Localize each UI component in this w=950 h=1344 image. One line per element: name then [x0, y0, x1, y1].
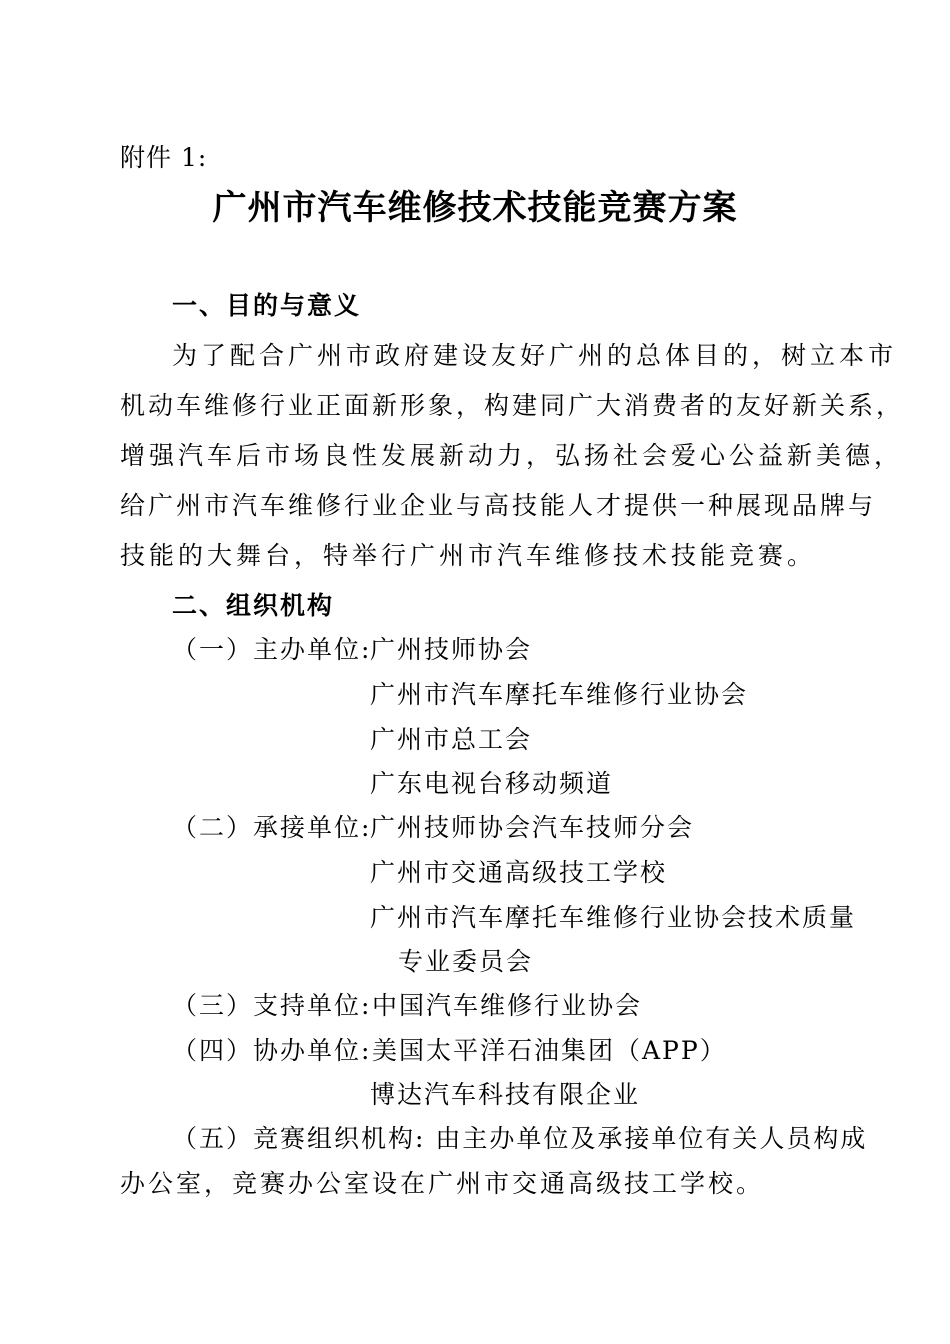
host-name-4: 广东电视台移动频道	[370, 769, 614, 798]
host-name-2: 广州市汽车摩托车维修行业协会	[370, 680, 749, 709]
undertaker-label: （二）承接单位:	[172, 813, 372, 842]
co-organizer-name-1: 美国太平洋石油集团（APP）	[372, 1036, 727, 1065]
host-label: （一）主办单位:	[172, 635, 372, 664]
section1-line-3: 增强汽车后市场良性发展新动力，弘扬社会爱心公益新美德，	[120, 441, 904, 470]
committee-line-2: 办公室，竞赛办公室设在广州市交通高级技工学校。	[120, 1169, 765, 1198]
section1-line-4: 给广州市汽车维修行业企业与高技能人才提供一种展现品牌与	[120, 491, 877, 520]
section1-line-5: 技能的大舞台，特举行广州市汽车维修技术技能竞赛。	[120, 541, 817, 570]
co-organizer-label: （四）协办单位:	[172, 1036, 372, 1065]
document-title: 广州市汽车维修技术技能竞赛方案	[212, 188, 738, 228]
undertaker-name-3-continuation: 专业委员会	[398, 947, 534, 976]
section1-heading: 一、目的与意义	[172, 291, 362, 320]
section2-heading: 二、组织机构	[172, 591, 335, 620]
undertaker-name-2: 广州市交通高级技工学校	[370, 858, 668, 887]
supporter-label: （三）支持单位:	[172, 991, 372, 1020]
section1-line-2: 机动车维修行业正面新形象，构建同广大消费者的友好新关系，	[120, 391, 905, 420]
undertaker-name-3: 广州市汽车摩托车维修行业协会技术质量	[370, 903, 857, 932]
supporter-name-1: 中国汽车维修行业协会	[372, 991, 643, 1020]
host-name-3: 广州市总工会	[370, 725, 533, 754]
attachment-label: 附件 1:	[120, 143, 208, 172]
undertaker-name-1: 广州技师协会汽车技师分会	[370, 813, 695, 842]
co-organizer-name-2: 博达汽车科技有限企业	[370, 1080, 641, 1109]
host-name-1: 广州技师协会	[370, 635, 533, 664]
committee-line-1: （五）竞赛组织机构: 由主办单位及承接单位有关人员构成	[172, 1124, 868, 1153]
section1-line-1: 为了配合广州市政府建设友好广州的总体目的，树立本市	[172, 341, 898, 370]
